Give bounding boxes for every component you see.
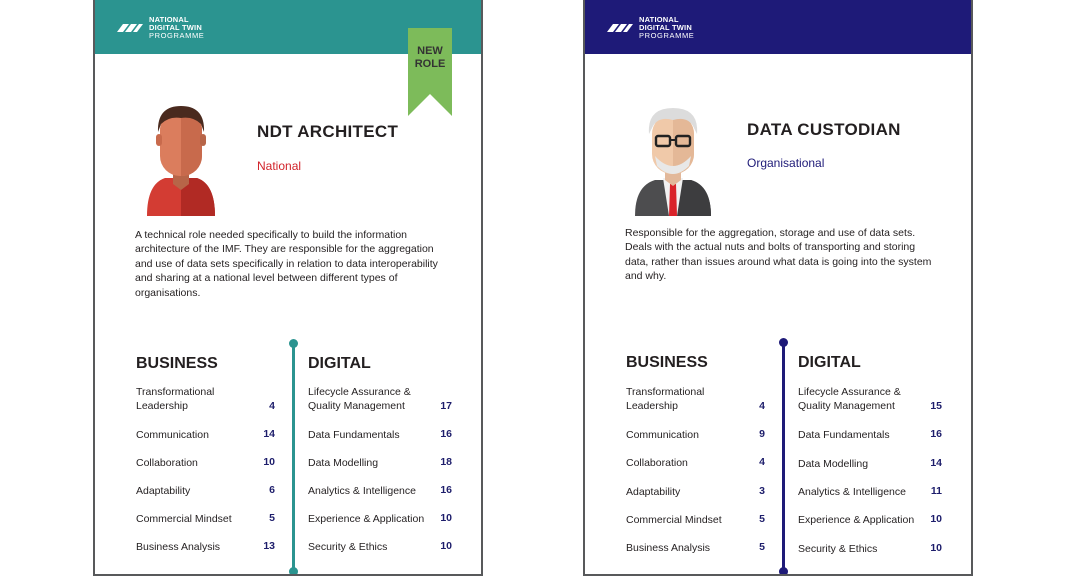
business-skill-label: Communication bbox=[136, 429, 209, 441]
ndtp-logo-icon bbox=[605, 18, 635, 38]
digital-skill-value: 16 bbox=[440, 428, 452, 440]
business-heading: BUSINESS bbox=[136, 355, 218, 372]
ribbon-label: NEW ROLE bbox=[414, 45, 446, 70]
digital-skill-value: 10 bbox=[440, 540, 452, 552]
digital-skill-value: 15 bbox=[930, 400, 942, 412]
role-description: Responsible for the aggregation, storage and use of data sets. Deals with the actual nuts and bolts of transporting and storing data, rather than issues around what data is going into the system and why. bbox=[625, 227, 932, 283]
business-skill-value: 14 bbox=[263, 428, 275, 440]
ndtp-logo bbox=[115, 16, 204, 40]
business-skill-label: Business Analysis bbox=[626, 542, 711, 554]
business-skill-label: Commercial Mindset bbox=[136, 513, 232, 525]
business-skill-value: 10 bbox=[263, 456, 275, 468]
business-skill-value: 3 bbox=[759, 485, 765, 497]
logo-line-3: PROGRAMME bbox=[149, 31, 205, 40]
business-skill-label: Business Analysis bbox=[136, 541, 221, 553]
business-skill-value: 5 bbox=[759, 541, 765, 553]
digital-skill-label: Lifecycle Assurance & Quality Management bbox=[798, 386, 901, 412]
logo-line-1: NATIONAL bbox=[639, 15, 679, 24]
new-role-ribbon bbox=[408, 28, 452, 116]
digital-skill-label: Experience & Application bbox=[798, 514, 915, 526]
ribbon-icon bbox=[408, 28, 452, 116]
digital-skill-value: 10 bbox=[930, 513, 942, 525]
role-description: A technical role needed specifically to build the information architecture of the IMF. They are responsible for the aggregation and use of data sets specifically in relation to data interoperability and sharing at a national level between different types of organisations. bbox=[135, 229, 438, 299]
logo-line-1: NATIONAL bbox=[149, 15, 189, 24]
older-man-glasses-suit-icon bbox=[631, 104, 715, 216]
digital-heading: DIGITAL bbox=[308, 355, 371, 372]
business-skill-value: 4 bbox=[759, 456, 765, 468]
business-skill-label: Communication bbox=[626, 429, 699, 441]
digital-skill-value: 10 bbox=[440, 512, 452, 524]
business-skill-label: Adaptability bbox=[136, 485, 191, 497]
business-skill-label: Adaptability bbox=[626, 486, 681, 498]
ndtp-logo-text bbox=[639, 16, 694, 40]
young-man-red-shirt-icon bbox=[141, 104, 221, 216]
digital-skill-label: Security & Ethics bbox=[798, 543, 878, 555]
digital-heading: DIGITAL bbox=[798, 354, 861, 371]
digital-skill-label: Experience & Application bbox=[308, 513, 425, 525]
divider-bottom-dot bbox=[289, 567, 298, 576]
ndtp-logo-text bbox=[149, 16, 204, 40]
business-skill-label: Commercial Mindset bbox=[626, 514, 722, 526]
business-skill-label: Collaboration bbox=[136, 457, 198, 469]
digital-skill-value: 17 bbox=[440, 400, 452, 412]
digital-skill-label: Security & Ethics bbox=[308, 541, 388, 553]
role-scope: Organisational bbox=[747, 156, 825, 170]
logo-line-2: DIGITAL TWIN bbox=[639, 23, 692, 32]
digital-skill-label: Analytics & Intelligence bbox=[308, 485, 416, 497]
digital-skill-value: 11 bbox=[930, 485, 942, 497]
digital-skill-label: Data Fundamentals bbox=[798, 429, 890, 441]
business-skill-value: 6 bbox=[269, 484, 275, 496]
digital-skill-label: Data Modelling bbox=[308, 457, 379, 469]
business-skill-value: 5 bbox=[269, 512, 275, 524]
section-divider bbox=[782, 343, 785, 572]
business-skill-label: Collaboration bbox=[626, 457, 688, 469]
digital-skill-value: 14 bbox=[930, 457, 942, 469]
business-skill-value: 9 bbox=[759, 428, 765, 440]
section-divider bbox=[292, 344, 295, 572]
business-skill-value: 5 bbox=[759, 513, 765, 525]
role-card-ndt-architect bbox=[93, 0, 483, 576]
digital-skill-label: Data Fundamentals bbox=[308, 429, 400, 441]
logo-line-2: DIGITAL TWIN bbox=[149, 23, 202, 32]
digital-skill-value: 18 bbox=[440, 456, 452, 468]
business-skill-value: 4 bbox=[759, 400, 765, 412]
digital-skill-label: Data Modelling bbox=[798, 458, 869, 470]
digital-skill-value: 16 bbox=[930, 428, 942, 440]
role-title: NDT ARCHITECT bbox=[257, 122, 399, 141]
role-scope: National bbox=[257, 159, 302, 173]
ndtp-logo-icon bbox=[115, 18, 145, 38]
business-skill-value: 13 bbox=[263, 540, 275, 552]
divider-bottom-dot bbox=[779, 567, 788, 576]
logo-line-3: PROGRAMME bbox=[639, 31, 695, 40]
digital-skill-value: 10 bbox=[930, 542, 942, 554]
digital-skill-label: Analytics & Intelligence bbox=[798, 486, 906, 498]
business-heading: BUSINESS bbox=[626, 354, 708, 371]
digital-skill-value: 16 bbox=[440, 484, 452, 496]
ndtp-logo bbox=[605, 16, 694, 40]
business-skill-label: Transformational Leadership bbox=[136, 386, 215, 412]
business-skill-value: 4 bbox=[269, 400, 275, 412]
card-header bbox=[585, 0, 971, 54]
role-card-data-custodian bbox=[583, 0, 973, 576]
business-skill-label: Transformational Leadership bbox=[626, 386, 705, 412]
role-title: DATA CUSTODIAN bbox=[747, 120, 901, 139]
digital-skill-label: Lifecycle Assurance & Quality Management bbox=[308, 386, 411, 412]
